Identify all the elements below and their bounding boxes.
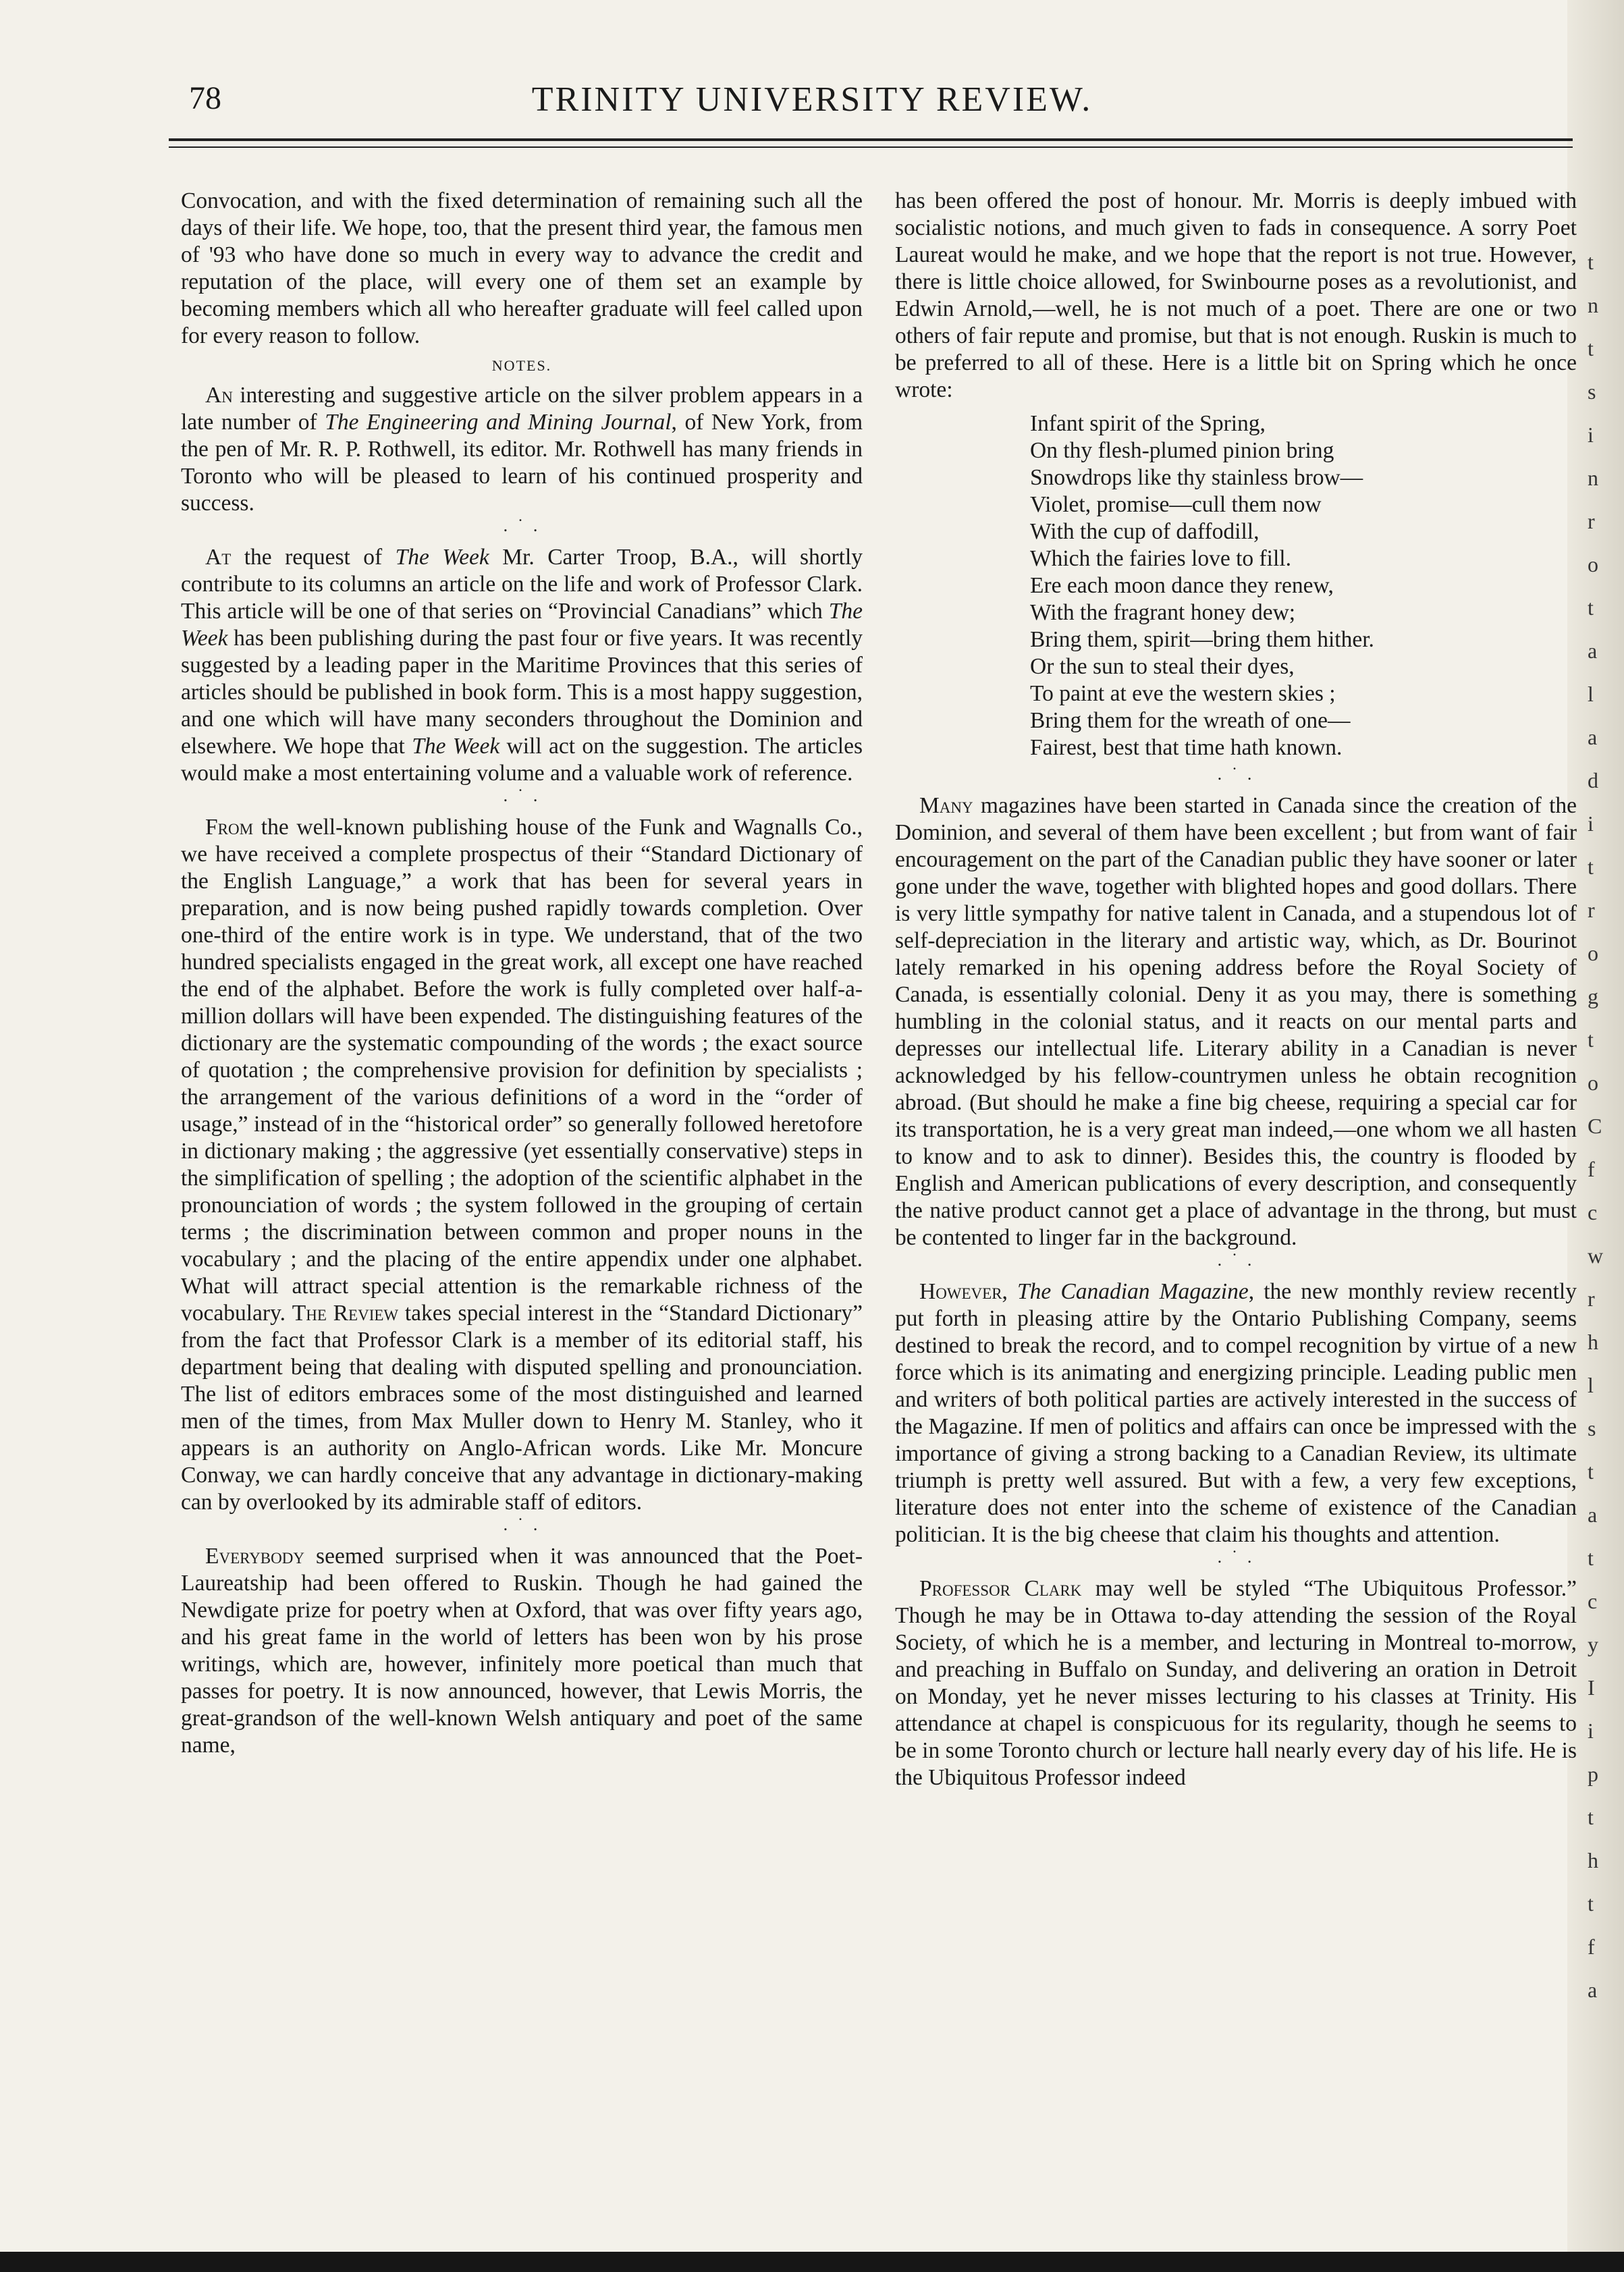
margin-fragment: i (1588, 1719, 1594, 1743)
margin-fragment: t (1588, 250, 1594, 274)
canadian-magazine-note: However, The Canadian Magazine, the new monthly review recently put forth in pleasing attire by the Ontario Publishing Company, seems destined to break the record, and to compel recognition by virtue of a new force which is its animating and energizing principle. Leading public men and writers of both political parties are actively interested in the success of the Magazine. If men of politics and affairs can once be impressed with the importance of giving a strong backing to a Canadian Review, its ultimate triumph is pretty well assured. But with a few, a very few exceptions, literature does not enter into the scheme of existence of the Canadian politician. It is the big cheese that claim his thoughts and attention. (895, 1279, 1577, 1547)
header-rule (169, 138, 1573, 141)
margin-fragment: p (1588, 1762, 1598, 1786)
margin-fragment: a (1588, 1978, 1598, 2002)
lead-word: From (205, 815, 254, 840)
margin-fragment: n (1588, 466, 1598, 490)
poem-line: Bring them, spirit—bring them hither. (1030, 627, 1374, 652)
poem-line: Or the sun to steal their dyes, (1030, 654, 1295, 679)
margin-fragment: I (1588, 1675, 1595, 1700)
spring-poem (1030, 410, 1577, 761)
silver-problem-note: An interesting and suggestive article on the silver problem appears in a late number of The Engineering and Mining Journal, of New York, from the pen of Mr. R. P. Rothwell, its editor. Mr. Rothwell has many friends in Toronto who will be pleased to learn of his continued prosperity and success. (181, 383, 863, 516)
margin-fragment: t (1588, 1459, 1594, 1484)
margin-fragment: t (1588, 1546, 1594, 1570)
margin-fragment: c (1588, 1589, 1598, 1613)
margin-fragment: t (1588, 336, 1594, 360)
opening-paragraph: Convocation, and with the fixed determination of remaining such all the days of their life. We hope, too, that the present third year, the famous men of '93 who have done so much in every way to advance the credit and reputation of the place, will every one of them set an example by becoming members which all who hereafter graduate will feel called upon for every reason to follow. (181, 188, 863, 348)
lead-word: Many (919, 793, 973, 818)
scan-bottom-edge (0, 2252, 1624, 2272)
left-column (181, 188, 863, 1759)
dictionary-note: From the well-known publishing house of the Funk and Wagnalls Co., we have received a complete prospectus of their “Standard Dictionary of the English Language,” a work that has been for several years in preparation, and is now being pushed rapidly towards completion. Over one-third of the entire work is in type. We understand, that of the two hundred specialists engaged in the great work, all except one have reached the end of the alphabet. Before the work is fully completed over half-a-million dollars will have been expended. The distinguishing features of the dictionary are the systematic compounding of the words ; the exact source of quotation ; the comprehensive provision for definition by specialists ; the arrangement of the various definitions of a word in the “order of usage,” instead of in the “historical order” so generally followed heretofore in dictionary making ; the aggressive (yet essentially conservative) steps in the simplification of spelling ; the adoption of the scientific alphabet in the pronounciation of words ; the system followed in the grouping of certain terms ; the discrimination between common and proper nouns in the vocabulary ; and the placing of the entire appendix under one alphabet. What will attract special attention is the remarkable richness of the vocabulary. The Review takes special interest in the “Standard Dictionary” from the fact that Professor Clark is a member of its editorial staff, his department being that dealing with disputed spelling and pronounciation. The list of editors embraces some of the most distinguished and learned men of the times, from Max Muller down to Henry M. Stanley, who it appears is an authority on Anglo-African words. Like Mr. Moncure Conway, we can hardly conceive that any advantage in dictionary-making can by overlooked by its admirable staff of editors. (181, 815, 863, 1515)
professor-clark-note: Professor Clark may well be styled “The Ubiquitous Professor.” Though he may be in Ottawa to-day attending the session of the Royal Society, of which he is a member, and lecturing in Montreal to-morrow, and preaching in Buffalo on Sunday, and delivering an oration in Detroit on Monday, yet he never misses lecturing to his classes at Trinity. His attendance at chapel is conspicuous for its regularity, though he seems to be in some Toronto church or lecture hall nearly every day of his life. He is the Ubiquitous Professor indeed (895, 1576, 1577, 1790)
margin-fragment: s (1588, 1416, 1596, 1440)
margin-fragment: i (1588, 423, 1594, 447)
margin-fragment: f (1588, 1157, 1595, 1181)
page-number: 78 (189, 80, 221, 116)
margin-fragment: o (1588, 552, 1598, 576)
ruskin-note: Everybody seemed surprised when it was announced that the Poet-Laureatship had been offered to Ruskin. Though he had gained the Newdigate prize for poetry when at Oxford, that was over fifty years ago, and his great fame in the world of letters has been won by his prose writings, which are, however, infinitely more poetical than much that passes for poetry. It is now announced, however, that Lewis Morris, the great-grandson of the well-known Welsh antiquary and poet of the same name, (181, 1544, 863, 1758)
magazines-note: Many magazines have been started in Canada since the creation of the Dominion, and several of them have been excellent ; but from want of fair encouragement on the part of the Canadian public they have sooner or later gone under the wave, together with blighted hopes and good dollars. There is very little sympathy for native talent in Canada, and a stupendous lot of self-depreciation in the literary and artistic way, which, as Dr. Bourinot lately remarked in his opening address before the Royal Society of Canada, is essentially colonial. Deny it as you may, there is something humbling in the colonial status, and it reacts on our mental parts and depresses our intellectual life. Literary ability in a Canadian is never acknowledged by his fellow-countrymen unless he obtain recognition abroad. (But should he make a fine big cheese, requiring a special car for its transportation, he is a very great man indeed,—one whom we all hasten to know and to ask to dinner). Besides this, the country is flooded by English and American publications of every description, and consequently the native product cannot get a place of advantage in the throng, but must be contented to linger far in the background. (895, 793, 1577, 1250)
section-separator: . ˙ . (503, 1515, 541, 1534)
margin-fragment: f (1588, 1935, 1595, 1959)
poem-line: Bring them for the wreath of one— (1030, 708, 1351, 733)
margin-fragment: r (1588, 509, 1595, 533)
margin-fragment: t (1588, 1027, 1594, 1052)
margin-fragment: C (1588, 1114, 1602, 1138)
poem-line: Infant spirit of the Spring, (1030, 411, 1266, 436)
lead-word: An (205, 383, 233, 408)
lead-word: Everybody (205, 1544, 304, 1569)
lead-word: However, (919, 1279, 1008, 1304)
lead-word: Professor Clark (919, 1576, 1082, 1601)
margin-fragment: a (1588, 639, 1598, 663)
running-title: TRINITY UNIVERSITY REVIEW. (531, 80, 1093, 119)
poem-line: To paint at eve the western skies ; (1030, 681, 1336, 706)
poem-line: Violet, promise—cull them now (1030, 492, 1322, 517)
section-separator: . ˙ . (1217, 764, 1255, 784)
header-rule-thin (169, 146, 1573, 148)
margin-fragment: w (1588, 1243, 1604, 1268)
margin-fragment: o (1588, 1071, 1598, 1095)
margin-fragment: l (1588, 1373, 1594, 1397)
magazine-title: The Canadian Magazine (1017, 1279, 1249, 1304)
poem-line: Fairest, best that time hath known. (1030, 735, 1343, 760)
notes-heading: NOTES. (491, 357, 552, 374)
margin-fragment: a (1588, 1503, 1598, 1527)
margin-fragment: t (1588, 1805, 1594, 1829)
margin-fragment: r (1588, 1287, 1595, 1311)
margin-fragment: h (1588, 1848, 1598, 1872)
margin-fragment: t (1588, 855, 1594, 879)
margin-fragment: h (1588, 1330, 1598, 1354)
section-separator: . ˙ . (1217, 1547, 1255, 1567)
continued-paragraph: has been offered the post of honour. Mr. Morris is deeply imbued with socialistic notions, and much given to fads in consequence. A sorry Poet Laureat would he make, and we hope that the report is not true. However, there is little choice allowed, for Swinbourne poses as a revolutionist, and Edwin Arnold,—well, he is not much of a poet. There are one or two others of fair repute and promise, but that is not enough. Ruskin is much to be preferred to all of these. Here is a little bit on Spring which he once wrote: (895, 188, 1577, 402)
margin-fragment: y (1588, 1632, 1598, 1656)
periodical-title: The Week (412, 734, 500, 759)
right-column (895, 188, 1577, 1791)
margin-fragment: t (1588, 1891, 1594, 1916)
margin-fragment: g (1588, 984, 1598, 1008)
periodical-title: The Week (395, 545, 489, 570)
section-separator: . ˙ . (503, 516, 541, 535)
journal-title: The Engineering and Mining Journal (325, 410, 672, 435)
poem-line: With the fragrant honey dew; (1030, 600, 1296, 625)
margin-fragment: n (1588, 293, 1598, 317)
poem-line: Which the fairies love to fill. (1030, 546, 1291, 571)
review-name: The Review (292, 1301, 399, 1326)
periodical-title: The Week (181, 599, 863, 651)
poem-line: On thy flesh-plumed pinion bring (1030, 438, 1334, 463)
margin-fragment: a (1588, 725, 1598, 749)
poem-line: Ere each moon dance they renew, (1030, 573, 1334, 598)
poem-line: With the cup of daffodill, (1030, 519, 1260, 544)
margin-fragment: l (1588, 682, 1594, 706)
troop-note: At the request of The Week Mr. Carter Troop, B.A., will shortly contribute to its columns an article on the life and work of Professor Clark. This article will be one of that series on “Provincial Canadians” which The Week has been publishing during the past four or five years. It was recently suggested by a leading paper in the Maritime Provinces that this series of articles should be published in book form. This is a most happy suggestion, and one which will have many seconders throughout the Dominion and elsewhere. We hope that The Week will act on the suggestion. The articles would make a most entertaining volume and a valuable work of reference. (181, 545, 863, 786)
margin-fragment: i (1588, 811, 1594, 836)
section-separator: . ˙ . (503, 786, 541, 805)
margin-fragment: r (1588, 898, 1595, 922)
margin-fragment: d (1588, 768, 1598, 792)
margin-fragment: c (1588, 1200, 1598, 1224)
margin-fragment: o (1588, 941, 1598, 965)
margin-fragment: t (1588, 595, 1594, 620)
poem-line: Snowdrops like thy stainless brow— (1030, 465, 1363, 490)
lead-word: At (205, 545, 232, 570)
section-separator: . ˙ . (1217, 1250, 1255, 1270)
margin-fragment: s (1588, 379, 1596, 404)
